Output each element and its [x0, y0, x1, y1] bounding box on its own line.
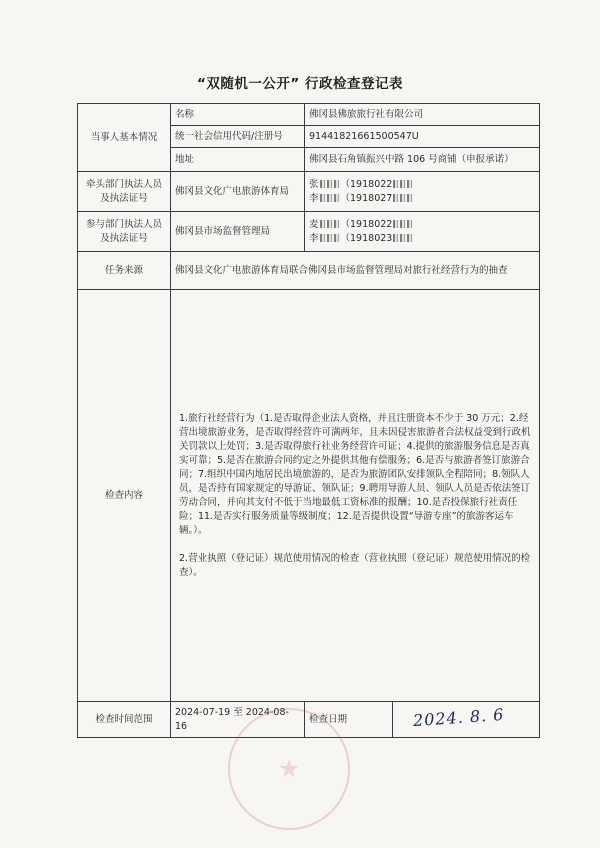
- assist-dept-label: 参与部门执法人员及执法证号: [78, 212, 171, 252]
- redaction-mark: [393, 234, 413, 242]
- time-range-value: [171, 702, 305, 738]
- task-source-value: 佛冈县文化广电旅游体育局联合佛冈县市场监督管理局对旅行社经营行为的抽查: [171, 252, 540, 290]
- inspection-item-1: 1.旅行社经营行为（1.是否取得企业法人资格，并且注册资本不少于 30 万元；2.经营出境旅游业务，是否取得经营许可满两年，且未因侵害旅游者合法权益受到行政机关罚款以上处罚；3.是否取得旅行社业务经营许可证；4.提供的旅游服务信息是否真实可靠；5.是否在旅游合同约定之外提供其他有偿服务；6.是否与旅游者签订旅游合同；7.组织中国内地居民出境旅游的，是否为旅游团队安排领队全程陪同；8.领队人员，是否持有国家规定的导游证、领队证；9.聘用导游人员、领队人员是否依法签订劳动合同，并向其支付不低于当地最低工资标准的报酬；10.是否投保旅行社责任险；11.是否实行服务质量等级制度；12.是否提供设置“导游专座”的旅游客运车辆。）。: [179, 412, 531, 536]
- lead-dept-label: 牵头部门执法人员及执法证号: [78, 172, 171, 212]
- redaction-mark: [320, 194, 340, 202]
- lead-dept-name: 佛冈县文化广电旅游体育局: [171, 172, 305, 212]
- time-range-end: 2024-08-16: [175, 706, 289, 732]
- redaction-mark: [393, 220, 413, 228]
- row-inspection-time: [78, 702, 540, 738]
- row-party-name: [78, 104, 540, 126]
- assist-officer-2: 李 （1918023: [309, 232, 535, 246]
- time-range-to: 至: [233, 706, 243, 718]
- inspection-item-2: 2.营业执照（登记证）规范使用情况的检查（营业执照（登记证）规范使用情况的检查）。: [179, 552, 531, 578]
- time-range-label: 检查时间范围: [78, 702, 171, 738]
- redaction-mark: [393, 194, 413, 202]
- page-title: “双随机一公开” 行政检查登记表: [197, 76, 403, 92]
- redaction-mark: [320, 220, 340, 228]
- assist-officer-1: 麦 （1918022: [309, 218, 535, 232]
- inspection-content-body: [171, 290, 540, 702]
- address-label: 地址: [171, 148, 305, 172]
- row-inspection-content: [78, 290, 540, 702]
- assist-dept-name: 佛冈县市场监督管理局: [171, 212, 305, 252]
- row-lead-dept: [78, 172, 540, 212]
- address-value: 佛冈县石角镇振兴中路 106 号商铺（申报承诺）: [305, 148, 540, 172]
- assist-dept-officers: [305, 212, 540, 252]
- lead-officer-2: 李 （1918027: [309, 192, 535, 206]
- task-source-label: 任务来源: [78, 252, 171, 290]
- credit-code-label: 统一社会信用代码/注册号: [171, 126, 305, 148]
- redaction-mark: [320, 234, 340, 242]
- row-task-source: [78, 252, 540, 290]
- redaction-mark: [320, 180, 340, 188]
- party-section-label: 当事人基本情况: [78, 104, 171, 172]
- inspection-content-label: 检查内容: [78, 290, 171, 702]
- lead-officer-1: 张 （1918022: [309, 178, 535, 192]
- name-value: 佛冈县佛旅旅行社有限公司: [305, 104, 540, 126]
- inspection-date-label: 检查日期: [305, 702, 393, 738]
- row-assist-dept: [78, 212, 540, 252]
- redaction-mark: [393, 180, 413, 188]
- name-label: 名称: [171, 104, 305, 126]
- inspection-date-value: [393, 702, 540, 738]
- handwritten-date: 2024. 8. 6: [412, 704, 505, 731]
- credit-code-value: 91441821661500547U: [305, 126, 540, 148]
- time-range-start: 2024-07-19: [175, 706, 231, 718]
- lead-dept-officers: [305, 172, 540, 212]
- inspection-form-table: [77, 103, 540, 738]
